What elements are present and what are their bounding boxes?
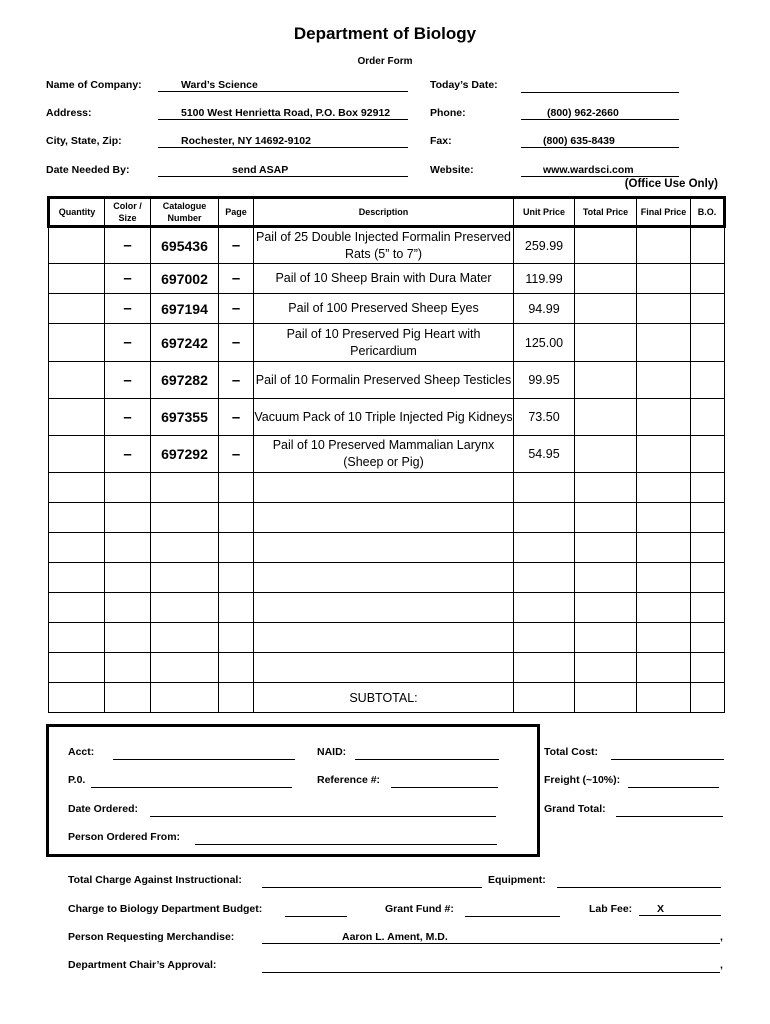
- naid-field[interactable]: [355, 746, 499, 760]
- empty-cell[interactable]: [575, 653, 637, 683]
- catalogue-number-cell: 697242: [151, 324, 219, 362]
- unit-price-cell: 94.99: [514, 294, 575, 324]
- chair-approval-field[interactable]: [262, 959, 720, 973]
- empty-cell[interactable]: [105, 563, 151, 593]
- naid-label: NAID:: [317, 746, 347, 758]
- empty-cell[interactable]: [514, 623, 575, 653]
- empty-table-row: [49, 623, 725, 653]
- empty-cell[interactable]: [254, 653, 514, 683]
- empty-cell[interactable]: [219, 533, 254, 563]
- empty-cell[interactable]: [514, 503, 575, 533]
- empty-cell[interactable]: [254, 533, 514, 563]
- col-header-page: Page: [219, 198, 254, 227]
- empty-cell[interactable]: [105, 503, 151, 533]
- bo-cell[interactable]: [691, 227, 725, 264]
- bo-cell[interactable]: [691, 436, 725, 473]
- address-label: Address:: [46, 107, 92, 119]
- empty-cell[interactable]: [575, 563, 637, 593]
- empty-cell[interactable]: [151, 593, 219, 623]
- fax-field[interactable]: (800) 635-8439: [521, 135, 679, 148]
- page-cell: –: [219, 436, 254, 473]
- equipment-field[interactable]: [557, 874, 721, 888]
- description-cell: Pail of 10 Preserved Mammalian Larynx (Sheep or Pig): [254, 436, 514, 473]
- empty-cell[interactable]: [105, 623, 151, 653]
- empty-cell[interactable]: [514, 593, 575, 623]
- empty-cell[interactable]: [105, 683, 151, 713]
- empty-cell[interactable]: [691, 683, 725, 713]
- quantity-cell[interactable]: [49, 324, 105, 362]
- date-needed-field[interactable]: send ASAP: [158, 164, 408, 177]
- freight-field[interactable]: [628, 774, 719, 788]
- final-price-cell[interactable]: [637, 264, 691, 294]
- empty-cell[interactable]: [691, 623, 725, 653]
- approval-period-mark: ,: [720, 959, 723, 971]
- col-header-final-price: Final Price: [637, 198, 691, 227]
- table-row: [49, 324, 725, 362]
- office-use-note: (Office Use Only): [624, 178, 718, 190]
- bo-cell[interactable]: [691, 399, 725, 436]
- bo-cell[interactable]: [691, 324, 725, 362]
- empty-cell[interactable]: [575, 593, 637, 623]
- final-price-cell[interactable]: [637, 399, 691, 436]
- po-label: P.0.: [68, 774, 86, 786]
- description-cell: Pail of 10 Preserved Pig Heart with Pericardium: [254, 324, 514, 362]
- empty-cell[interactable]: [514, 653, 575, 683]
- empty-table-row: [49, 503, 725, 533]
- table-row: [49, 294, 725, 324]
- empty-cell[interactable]: [151, 533, 219, 563]
- empty-cell[interactable]: [254, 503, 514, 533]
- empty-cell[interactable]: [637, 473, 691, 503]
- empty-cell[interactable]: [514, 473, 575, 503]
- quantity-cell[interactable]: [49, 227, 105, 264]
- page-cell: –: [219, 227, 254, 264]
- empty-cell[interactable]: [219, 563, 254, 593]
- page-cell: –: [219, 294, 254, 324]
- color-size-cell: –: [105, 227, 151, 264]
- catalogue-number-cell: 697002: [151, 264, 219, 294]
- description-cell: Pail of 10 Formalin Preserved Sheep Testicles: [254, 362, 514, 399]
- empty-cell[interactable]: [637, 653, 691, 683]
- quantity-cell[interactable]: [49, 399, 105, 436]
- grand-total-field[interactable]: [616, 803, 723, 817]
- empty-cell[interactable]: [691, 503, 725, 533]
- final-price-cell[interactable]: [637, 324, 691, 362]
- address-field[interactable]: 5100 West Henrietta Road, P.O. Box 92912: [158, 107, 408, 120]
- equipment-label: Equipment:: [488, 874, 546, 886]
- empty-cell[interactable]: [254, 473, 514, 503]
- acct-label: Acct:: [68, 746, 95, 758]
- city-state-zip-label: City, State, Zip:: [46, 135, 122, 147]
- acct-field[interactable]: [113, 746, 295, 760]
- description-cell: Vacuum Pack of 10 Triple Injected Pig Kidneys: [254, 399, 514, 436]
- reference-label: Reference #:: [317, 774, 381, 786]
- website-label: Website:: [430, 164, 474, 176]
- col-header-color-size: Color / Size: [105, 198, 151, 227]
- total-price-cell[interactable]: [575, 324, 637, 362]
- empty-cell[interactable]: [151, 503, 219, 533]
- empty-cell[interactable]: [514, 563, 575, 593]
- total-cost-label: Total Cost:: [544, 746, 599, 758]
- empty-cell[interactable]: [691, 653, 725, 683]
- col-header-bo: B.O.: [691, 198, 725, 227]
- table-row: [49, 436, 725, 473]
- bo-cell[interactable]: [691, 264, 725, 294]
- grand-total-label: Grand Total:: [544, 803, 606, 815]
- empty-cell[interactable]: [49, 593, 105, 623]
- empty-cell[interactable]: [254, 593, 514, 623]
- quantity-cell[interactable]: [49, 362, 105, 399]
- empty-cell[interactable]: [254, 563, 514, 593]
- empty-cell[interactable]: [49, 683, 105, 713]
- empty-table-row: [49, 473, 725, 503]
- description-cell: Pail of 25 Double Injected Formalin Preserved Rats (5” to 7”): [254, 227, 514, 264]
- empty-cell[interactable]: [575, 533, 637, 563]
- empty-cell[interactable]: [219, 683, 254, 713]
- empty-cell[interactable]: [637, 563, 691, 593]
- catalogue-number-cell: 695436: [151, 227, 219, 264]
- page-cell: –: [219, 324, 254, 362]
- grant-fund-field[interactable]: [465, 903, 560, 917]
- empty-cell[interactable]: [49, 533, 105, 563]
- empty-cell[interactable]: [637, 623, 691, 653]
- form-subtitle: Order Form: [357, 56, 413, 67]
- quantity-cell[interactable]: [49, 436, 105, 473]
- empty-table-row: [49, 563, 725, 593]
- date-ordered-field[interactable]: [150, 803, 496, 817]
- empty-cell[interactable]: [514, 683, 575, 713]
- requesting-person-label: Person Requesting Merchandise:: [68, 931, 235, 943]
- budget-charge-label: Charge to Biology Department Budget:: [68, 903, 263, 915]
- po-field[interactable]: [91, 774, 292, 788]
- final-price-cell[interactable]: [637, 227, 691, 264]
- empty-cell[interactable]: [254, 623, 514, 653]
- unit-price-cell: 259.99: [514, 227, 575, 264]
- table-row: [49, 227, 725, 264]
- total-cost-field[interactable]: [611, 746, 724, 760]
- empty-table-row: [49, 653, 725, 683]
- color-size-cell: –: [105, 294, 151, 324]
- empty-cell[interactable]: [637, 503, 691, 533]
- empty-cell[interactable]: [151, 653, 219, 683]
- color-size-cell: –: [105, 264, 151, 294]
- empty-cell[interactable]: [151, 683, 219, 713]
- requesting-person-field[interactable]: Aaron L. Ament, M.D.: [262, 931, 720, 944]
- empty-cell[interactable]: [49, 563, 105, 593]
- empty-cell[interactable]: [219, 623, 254, 653]
- empty-cell[interactable]: [691, 593, 725, 623]
- table-row: [49, 399, 725, 436]
- reference-field[interactable]: [391, 774, 498, 788]
- catalogue-number-cell: 697355: [151, 399, 219, 436]
- col-header-catalogue-number: Catalogue Number: [151, 198, 219, 227]
- total-price-cell[interactable]: [575, 436, 637, 473]
- company-field[interactable]: Ward’s Science: [158, 79, 408, 92]
- empty-cell[interactable]: [575, 623, 637, 653]
- empty-cell[interactable]: [105, 593, 151, 623]
- lab-fee-label: Lab Fee:: [589, 903, 633, 915]
- todays-date-label: Today’s Date:: [430, 79, 498, 91]
- final-price-cell[interactable]: [637, 362, 691, 399]
- person-ordered-label: Person Ordered From:: [68, 831, 181, 843]
- empty-cell[interactable]: [49, 623, 105, 653]
- empty-cell[interactable]: [219, 593, 254, 623]
- empty-cell[interactable]: [105, 533, 151, 563]
- col-header-description: Description: [254, 198, 514, 227]
- date-needed-label: Date Needed By:: [46, 164, 130, 176]
- empty-cell[interactable]: [691, 563, 725, 593]
- color-size-cell: –: [105, 362, 151, 399]
- empty-cell[interactable]: [575, 503, 637, 533]
- date-ordered-label: Date Ordered:: [68, 803, 139, 815]
- budget-charge-field[interactable]: [285, 903, 347, 917]
- lab-fee-field[interactable]: X: [639, 903, 721, 916]
- grant-fund-label: Grant Fund #:: [385, 903, 454, 915]
- table-header-row: [49, 198, 725, 227]
- catalogue-number-cell: 697194: [151, 294, 219, 324]
- description-cell: Pail of 10 Sheep Brain with Dura Mater: [254, 264, 514, 294]
- website-field[interactable]: www.wardsci.com: [521, 164, 679, 177]
- unit-price-cell: 54.95: [514, 436, 575, 473]
- quantity-cell[interactable]: [49, 264, 105, 294]
- col-header-total-price: Total Price: [575, 198, 637, 227]
- requesting-period-mark: ,: [720, 931, 723, 943]
- order-table: [47, 196, 726, 713]
- empty-cell[interactable]: [151, 473, 219, 503]
- empty-cell[interactable]: [219, 503, 254, 533]
- person-ordered-field[interactable]: [195, 831, 497, 845]
- empty-cell[interactable]: [637, 683, 691, 713]
- fax-label: Fax:: [430, 135, 452, 147]
- subtotal-row: [49, 683, 725, 713]
- todays-date-field[interactable]: [521, 79, 679, 93]
- unit-price-cell: 119.99: [514, 264, 575, 294]
- table-row: [49, 362, 725, 399]
- empty-cell[interactable]: [151, 563, 219, 593]
- table-row: [49, 264, 725, 294]
- empty-cell[interactable]: [219, 653, 254, 683]
- empty-cell[interactable]: [691, 473, 725, 503]
- total-price-cell[interactable]: [575, 294, 637, 324]
- col-header-unit-price: Unit Price: [514, 198, 575, 227]
- total-price-cell[interactable]: [575, 362, 637, 399]
- instructional-charge-label: Total Charge Against Instructional:: [68, 874, 242, 886]
- freight-label: Freight (~10%):: [544, 774, 621, 786]
- page-cell: –: [219, 399, 254, 436]
- color-size-cell: –: [105, 324, 151, 362]
- empty-cell[interactable]: [637, 533, 691, 563]
- catalogue-number-cell: 697292: [151, 436, 219, 473]
- total-price-cell[interactable]: [575, 227, 637, 264]
- quantity-cell[interactable]: [49, 294, 105, 324]
- empty-cell[interactable]: [49, 473, 105, 503]
- description-cell: Pail of 100 Preserved Sheep Eyes: [254, 294, 514, 324]
- catalogue-number-cell: 697282: [151, 362, 219, 399]
- empty-cell[interactable]: [691, 533, 725, 563]
- bo-cell[interactable]: [691, 294, 725, 324]
- empty-cell[interactable]: [49, 653, 105, 683]
- city-state-zip-field[interactable]: Rochester, NY 14692-9102: [158, 135, 408, 148]
- empty-cell[interactable]: [575, 473, 637, 503]
- final-price-cell[interactable]: [637, 294, 691, 324]
- empty-cell[interactable]: [105, 653, 151, 683]
- final-price-cell[interactable]: [637, 436, 691, 473]
- phone-label: Phone:: [430, 107, 466, 119]
- company-label: Name of Company:: [46, 79, 142, 91]
- subtotal-value-cell[interactable]: [575, 683, 637, 713]
- empty-cell[interactable]: [151, 623, 219, 653]
- empty-cell[interactable]: [105, 473, 151, 503]
- col-header-quantity: Quantity: [49, 198, 105, 227]
- unit-price-cell: 125.00: [514, 324, 575, 362]
- bo-cell[interactable]: [691, 362, 725, 399]
- empty-table-row: [49, 593, 725, 623]
- unit-price-cell: 99.95: [514, 362, 575, 399]
- page-cell: –: [219, 362, 254, 399]
- unit-price-cell: 73.50: [514, 399, 575, 436]
- total-price-cell[interactable]: [575, 399, 637, 436]
- subtotal-label: SUBTOTAL:: [254, 683, 514, 713]
- empty-cell[interactable]: [219, 473, 254, 503]
- total-price-cell[interactable]: [575, 264, 637, 294]
- empty-table-row: [49, 533, 725, 563]
- empty-cell[interactable]: [49, 503, 105, 533]
- instructional-charge-field[interactable]: [262, 874, 482, 888]
- color-size-cell: –: [105, 436, 151, 473]
- page-title: Department of Biology: [293, 24, 477, 43]
- empty-cell[interactable]: [514, 533, 575, 563]
- chair-approval-label: Department Chair’s Approval:: [68, 959, 217, 971]
- phone-field[interactable]: (800) 962-2660: [521, 107, 679, 120]
- empty-cell[interactable]: [637, 593, 691, 623]
- color-size-cell: –: [105, 399, 151, 436]
- page-cell: –: [219, 264, 254, 294]
